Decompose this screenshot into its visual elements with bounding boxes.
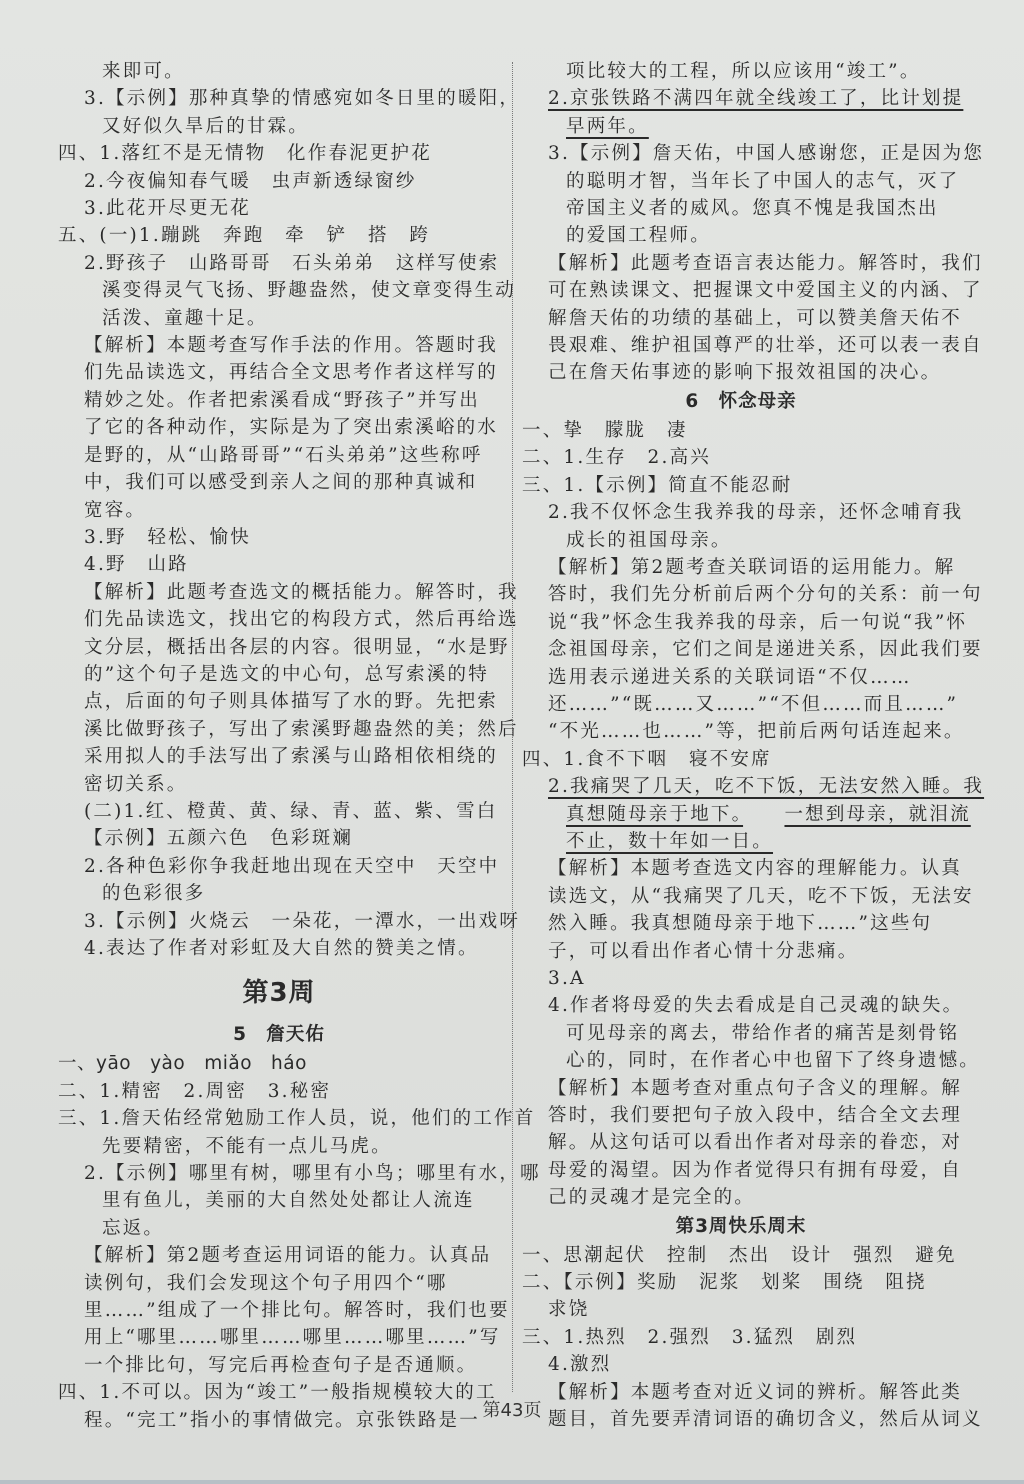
- answer-item: 3.A: [548, 968, 586, 989]
- column-divider: [512, 62, 513, 1392]
- text-line: 采用拟人的手法写出了索溪与山路相依相绕的: [84, 746, 499, 768]
- section-three-item-1: 三、1.【示例】简直不能忍耐: [522, 474, 793, 496]
- right-column: [522, 58, 985, 1434]
- text-line: 成长的祖国母亲。: [566, 529, 732, 551]
- text-line: 文分层，概括出各层的内容。很明显，“水是野: [84, 636, 510, 658]
- text-line: 的色彩很多: [102, 883, 206, 905]
- text-line: 然入睡。我真想随母亲于地下……”这些句: [548, 913, 933, 935]
- answer-item: 2.我不仅怀念生我养我的母亲，还怀念哺育我: [548, 502, 964, 524]
- section-one-answers: 一、挚 朦胧 凄: [522, 419, 688, 441]
- text-line: 母爱的渴望。因为作者觉得只有拥有母爱，自: [548, 1159, 963, 1181]
- text-line: 还……”“既……又……”“不但……而且……”: [548, 693, 959, 715]
- text-line: 选用表示递进关系的关联词语“不仅……: [548, 666, 912, 688]
- answer-item: 2.今夜偏知春气暖 虫声新透绿窗纱: [84, 170, 417, 192]
- answer-item: 2.【示例】哪里有树，哪里有小鸟；哪里有水，哪: [84, 1163, 541, 1185]
- text-line: 念祖国母亲，它们之间是递进关系，因此我们要: [548, 639, 983, 661]
- text-line: 心的，同时，在作者心中也留下了终身遗憾。: [566, 1050, 981, 1072]
- text-line: 的聪明才智，当年长了中国人的志气，灭了: [566, 170, 960, 192]
- text-line: 的”这个句子是选文的中心句，总写索溪的特: [84, 663, 489, 685]
- example-line: 【示例】五颜六色 色彩斑斓: [84, 828, 354, 850]
- text-line: 解。从这句话可以看出作者对母亲的眷恋，对: [548, 1132, 963, 1154]
- text-line: “不光……也……”等，把前后两句话连起来。: [548, 721, 965, 743]
- answer-item: 4.表达了作者对彩虹及大自然的赞美之情。: [84, 938, 479, 959]
- text-line: 宽容。: [84, 499, 147, 521]
- weekend-heading: 第3周快乐周末: [675, 1215, 807, 1237]
- text-line: 子，可以看出作者心情十分悲痛。: [548, 940, 859, 962]
- answer-item: 2.各种色彩你争我赶地出现在天空中 天空中: [84, 855, 500, 877]
- text-line: 一个排比句，写完后再检查句子是否通顺。: [84, 1354, 478, 1376]
- text-line: 读选文，从“我痛哭了几天，吃不下饭，无法安: [548, 885, 974, 907]
- section-two-answers: 二、1.生存 2.高兴: [522, 447, 712, 469]
- analysis-line: 【解析】本题考查对近义词的辨析。解答此类: [548, 1381, 963, 1403]
- text-line: 中，我们可以感受到亲人之间的那种真诚和: [84, 472, 478, 494]
- text-line: 溪变得灵气飞扬、野趣盎然，使文章变得生动: [102, 280, 517, 302]
- text-line: [522, 113, 960, 140]
- section-four-item-1: 四、1.不可以。因为“竣工”一般指规模较大的工: [58, 1382, 497, 1404]
- answer-item: 3.【示例】火烧云 一朵花，一潭水，一出戏呀: [84, 910, 521, 932]
- analysis-line: 【解析】本题考查对重点句子含义的理解。解: [548, 1077, 963, 1099]
- text-line: 是野的，从“山路哥哥”“石头弟弟”这些称呼: [84, 444, 483, 466]
- text-line: 可在熟读课文、把握课文中爱国主义的内涵、了: [548, 280, 983, 302]
- text-line: 可见母亲的离去，带给作者的痛苦是刻骨铭: [566, 1022, 960, 1044]
- section-three-item-1: 三、1.詹天佑经常勉励工作人员，说，他们的工作首: [58, 1108, 536, 1130]
- section-four-item-1: 四、1.落红不是无情物 化作春泥更护花: [58, 143, 432, 165]
- answer-item: 3.【示例】那种真挚的情感宛如冬日里的暖阳，: [84, 88, 521, 110]
- analysis-line: 【解析】本题考查写作手法的作用。答题时我: [84, 335, 499, 357]
- analysis-line: 【解析】第2题考查关联词语的运用能力。解: [548, 556, 956, 578]
- underlined-answer: 2.京张铁路不满四年就全线竣工了，比计划提: [548, 88, 964, 110]
- subsection-two-item-1: (二)1.红、橙黄、黄、绿、青、蓝、紫、雪白: [84, 800, 498, 822]
- text-line: 项比较大的工程，所以应该用“竣工”。: [566, 61, 921, 82]
- answer-item: 4.野 山路: [84, 554, 189, 576]
- text-line: 用上“哪里……哪里……哪里……哪里……”写: [84, 1327, 501, 1349]
- text-line: 点，后面的句子则具体描写了水的野。先把索: [84, 691, 499, 713]
- text-line: 们先品读选文，找出它的构段方式，然后再给选: [84, 609, 519, 631]
- answer-item: 2.野孩子 山路哥哥 石头弟弟 这样写使索: [84, 252, 500, 274]
- lesson-6-heading: 6 怀念母亲: [685, 390, 797, 412]
- text-line: 了它的各种动作，实际是为了突出索溪峪的水: [84, 417, 499, 439]
- text-line: 精妙之处。作者把索溪看成“野孩子”并写出: [84, 389, 480, 411]
- text-line: 活泼、童趣十足。: [102, 307, 268, 329]
- text-line: 己的灵魂才是完全的。: [548, 1187, 756, 1209]
- underlined-answer: 一想到母亲，就泪流: [784, 803, 971, 825]
- text-line: 又好似久旱后的甘霖。: [102, 115, 310, 137]
- analysis-line: 【解析】第2题考查运用词语的能力。认真品: [84, 1245, 492, 1267]
- section-two-answers: 二、【示例】奖励 泥浆 划桨 围绕 阻挠: [522, 1272, 927, 1294]
- answer-item: 3.【示例】詹天佑，中国人感谢您，正是因为您: [548, 143, 985, 165]
- text-line: 题目，首先要弄清词语的确切含义，然后从词义: [548, 1409, 983, 1431]
- text-line: 们先品读选文，再结合全文思考作者这样写的: [84, 362, 499, 384]
- underlined-answer: 2.我痛哭了几天，吃不下饭，无法安然入睡。我: [548, 776, 985, 798]
- text-line: 畏艰难、维护祖国尊严的壮举，还可以表一表自: [548, 335, 983, 357]
- text-line: 密切关系。: [84, 773, 188, 795]
- answer-item: [522, 773, 985, 800]
- analysis-line: 【解析】本题考查选文内容的理解能力。认真: [548, 858, 963, 880]
- answer-item: 4.作者将母爱的失去看成是自己灵魂的缺失。: [548, 995, 964, 1017]
- text-line: 答时，我们要把句子放入段中，结合全文去理: [548, 1105, 963, 1127]
- text-line: 答时，我们先分析前后两个分句的关系：前一句: [548, 584, 983, 606]
- answer-item: 3.此花开尽更无花: [84, 198, 251, 220]
- text-line: 先要精密，不能有一点儿马虎。: [102, 1135, 392, 1157]
- text-line: 来即可。: [102, 61, 185, 82]
- underlined-answer: 早两年。: [566, 115, 649, 137]
- underlined-answer: 不止，数十年如一日。: [566, 830, 774, 852]
- analysis-line: 【解析】此题考查选文的概括能力。解答时，我: [84, 581, 519, 603]
- underlined-answer: 真想随母亲于地下。: [566, 803, 744, 825]
- text-line: 的爱国工程师。: [566, 225, 711, 247]
- text-line: 说“我”怀念生我养我的母亲，后一句说“我”怀: [548, 611, 968, 633]
- text-line: 己在詹天佑事迹的影响下报效祖国的决心。: [548, 362, 942, 384]
- text-line: 程。“完工”指小的事情做完。京张铁路是一: [84, 1409, 480, 1431]
- lesson-5-heading: 5 詹天佑: [233, 1024, 325, 1046]
- page-number: 第43页: [482, 1400, 542, 1421]
- text-line: [522, 828, 960, 855]
- text-line: 解詹天佑的功绩的基础上，可以赞美詹天佑不: [548, 307, 963, 329]
- section-four-item-1: 四、1.食不下咽 寝不安席: [522, 748, 772, 770]
- text-line: 忘返。: [102, 1217, 165, 1239]
- text-line: 读例句，我们会发现这个句子用四个“哪: [84, 1272, 448, 1294]
- section-five-item-1: 五、(一)1.蹦跳 奔跑 牵 铲 搭 跨: [58, 225, 431, 247]
- text-line: 帝国主义者的威风。您真不愧是我国杰出: [566, 198, 939, 220]
- text-line: 求饶: [548, 1299, 590, 1321]
- week-heading: 第3周: [242, 978, 316, 1009]
- section-three-answers: 三、1.热烈 2.强烈 3.猛烈 剧烈: [522, 1326, 858, 1348]
- section-one-answers: 一、思潮起伏 控制 杰出 设计 强烈 避免: [522, 1244, 957, 1266]
- text-line: [522, 801, 971, 828]
- text-line: 里……”组成了一个排比句。解答时，我们也要: [84, 1300, 510, 1322]
- text-line: 溪比做野孩子，写出了索溪野趣盎然的美；然后: [84, 718, 519, 740]
- answer-item: 3.野 轻松、愉快: [84, 526, 251, 548]
- text-line: 里有鱼儿，美丽的大自然处处都让人流连: [102, 1190, 475, 1212]
- section-two-answers: 二、1.精密 2.周密 3.秘密: [58, 1080, 332, 1102]
- answer-item: 4.激烈: [548, 1354, 612, 1376]
- analysis-line: 【解析】此题考查语言表达能力。解答时，我们: [548, 252, 983, 274]
- answer-item: [522, 85, 964, 112]
- page-edge: [0, 1480, 1024, 1484]
- pinyin-answers: 一、yāo yào miǎo háo: [58, 1053, 307, 1075]
